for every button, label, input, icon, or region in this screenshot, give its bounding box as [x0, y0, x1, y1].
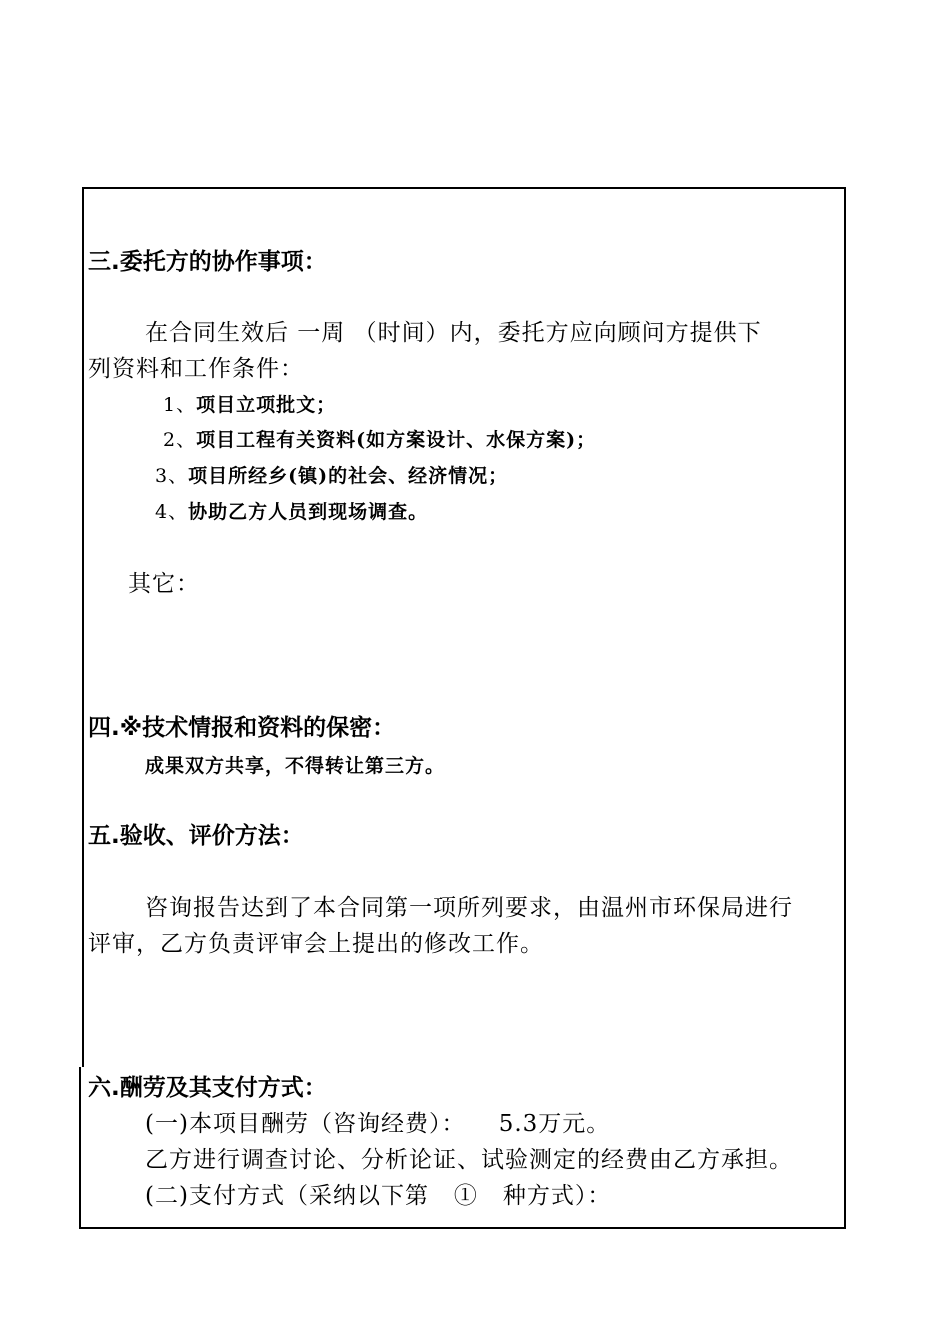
section3-list-item — [155, 503, 428, 522]
section5-paragraph-line2: 评审，乙方负责评审会上提出的修改工作。 — [88, 931, 544, 957]
section3-list-item — [163, 396, 336, 415]
list-item-text: 协助乙方人员到现场调查。 — [188, 501, 429, 523]
section3-list-item — [163, 431, 596, 450]
list-item-text: 项目工程有关资料(如方案设计、水保方案)； — [196, 429, 597, 451]
section6-payment-method-line: (二)支付方式（采纳以下第 ① 种方式）： — [145, 1183, 612, 1209]
list-item-number: 3、 — [155, 465, 189, 487]
section5-paragraph-line1: 咨询报告达到了本合同第一项所列要求，由温州市环保局进行 — [145, 895, 793, 921]
list-item-number: 2、 — [163, 429, 197, 451]
section5-heading: 五.验收、评价方法： — [88, 823, 304, 849]
section6-cost-line: 乙方进行调查讨论、分析论证、试验测定的经费由乙方承担。 — [145, 1147, 793, 1173]
list-item-text: 项目所经乡(镇)的社会、经济情况； — [188, 465, 509, 487]
section3-paragraph-line1: 在合同生效后 一周 （时间）内，委托方应向顾问方提供下 — [145, 320, 762, 346]
section6-remuneration-line: (一)本项目酬劳（咨询经费）： 5.3万元。 — [145, 1111, 611, 1137]
list-item-text: 项目立项批文； — [196, 394, 337, 416]
list-item-number: 1、 — [163, 394, 197, 416]
section3-list-item — [155, 467, 508, 486]
section4-content: 成果双方共享，不得转让第三方。 — [145, 755, 446, 777]
list-item-number: 4、 — [155, 501, 189, 523]
section3-heading: 三.委托方的协作事项： — [88, 249, 327, 275]
section3-other-label: 其它： — [128, 571, 200, 597]
section4-heading: 四.※技术情报和资料的保密： — [88, 715, 396, 741]
section6-heading: 六.酬劳及其支付方式： — [88, 1075, 327, 1101]
section3-paragraph-line2: 列资料和工作条件： — [88, 356, 304, 382]
